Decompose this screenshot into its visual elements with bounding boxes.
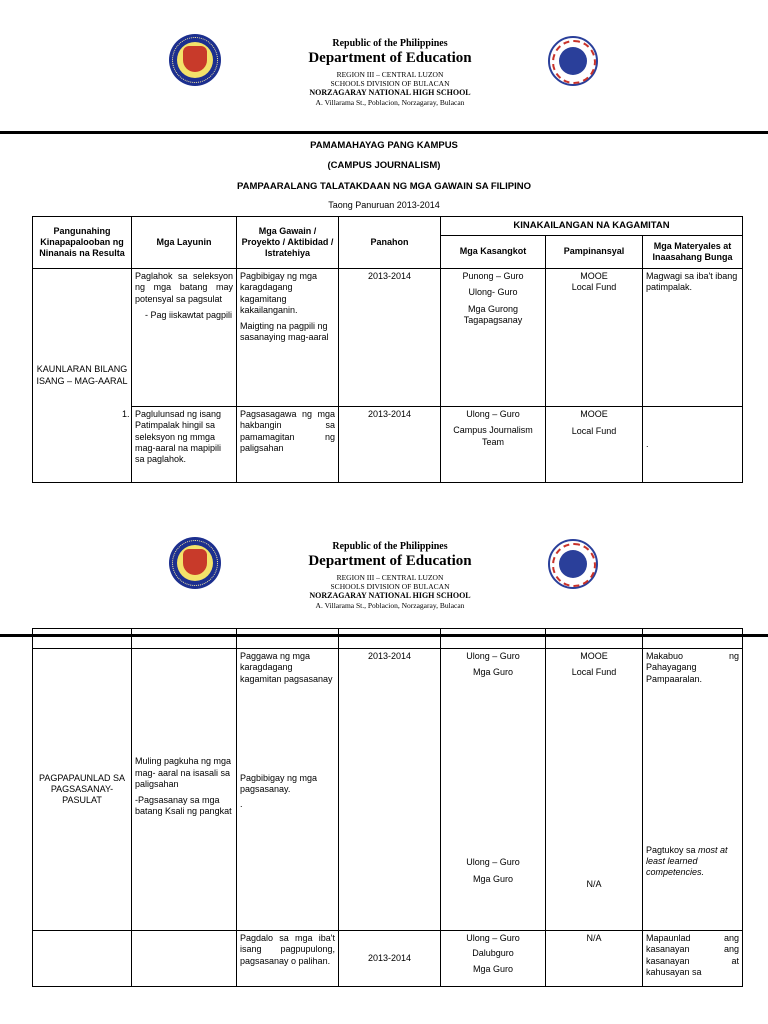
kasangkot-cell (441, 649, 546, 931)
kasangkot-text: Ulong- Guro (468, 287, 518, 298)
row-label-pagpapaunlad: PAGPAPAUNLAD SA PAGSASANAY-PASULAT (33, 649, 132, 931)
pinansyal-cell (546, 269, 643, 407)
doc-title-3: PAMPAARALANG TALATAKDAAN NG MGA GAWAIN SA FILIPINO (237, 181, 531, 192)
deped-seal-icon (548, 539, 598, 589)
pinansyal-cell: N/A (546, 931, 643, 987)
gawain-cell: Pagsasagawa ng mga hakbangin sa pamamagitan ng paligsahan (237, 407, 339, 483)
empty-cell (441, 629, 546, 649)
gawain-text: Pagbibigay ng mga karagdagang kagamitang kakailanganin. (240, 271, 318, 315)
pinansyal-cell (546, 649, 643, 931)
school-seal-icon (169, 537, 221, 589)
kasangkot-cell (441, 269, 546, 407)
gawain-text: Paggawa ng mga karagdagang kagamitan pagsasanay (240, 651, 333, 684)
gawain-text: Pagbibigay ng mga pagsasanay. (240, 772, 318, 794)
header-divider (0, 131, 768, 134)
bunga-text (646, 845, 739, 879)
gawain-text: . (240, 799, 243, 810)
header-panahon: Panahon (339, 217, 441, 269)
kasangkot-text: Ulong – Guro (466, 651, 520, 661)
kasangkot-cell (441, 407, 546, 483)
empty-cell (643, 629, 743, 649)
empty-cell (237, 629, 339, 649)
header-pampinansyal: Pampinansyal (546, 236, 643, 269)
pinansyal-text: N/A (586, 878, 602, 889)
kasangkot-text: Ulong – Guro (466, 856, 520, 867)
bunga-prefix: Pagtukoy sa (646, 844, 699, 855)
republic-text: Republic of the Philippines (332, 38, 448, 49)
gawain-cell (237, 269, 339, 407)
kasangkot-text: Mga Guro (472, 873, 514, 884)
panahon-cell: 2013-2014 (339, 269, 441, 407)
kasangkot-text: Mga Guro (472, 963, 514, 974)
layunin-cell (122, 407, 237, 483)
bunga-cell (643, 649, 743, 931)
kasangkot-text: Campus Journalism Team (453, 425, 533, 447)
school-address: A. Villarama St., Poblacion, Norzagaray, Bulacan (315, 601, 465, 610)
empty-cell (132, 629, 237, 649)
gawain-cell: Pagdalo sa mga iba't isang pagpupulong, pagsasanay o palihan. (237, 931, 339, 987)
header-kasangkot: Mga Kasangkot (441, 236, 546, 269)
kasangkot-text: Dalubguro (472, 948, 514, 959)
layunin-text: Paglahok sa seleksyon ng mga batang may potensyal sa pagsulat (135, 271, 233, 304)
empty-cell (546, 629, 643, 649)
school-address: A. Villarama St., Poblacion, Norzagaray, Bulacan (315, 98, 465, 107)
region-text: REGION III – CENTRAL LUZON (336, 573, 444, 582)
school-year: Taong Panuruan 2013-2014 (328, 200, 440, 210)
page2-letterhead (0, 531, 768, 611)
pinansyal-cell (546, 407, 643, 483)
pinansyal-text: MOOE (580, 271, 608, 281)
layunin-cell (132, 649, 237, 931)
header-kinapapalooban: Pangunahing Kinapapalooban ng Ninanais na Resulta (33, 217, 132, 269)
kasangkot-text: Mga Guro (472, 667, 514, 678)
bunga-cell: . (643, 407, 743, 483)
kasangkot-text: Punong – Guro (462, 271, 524, 281)
doc-title-2: (CAMPUS JOURNALISM) (327, 160, 441, 171)
pinansyal-text: Local Fund (571, 282, 617, 293)
gawain-text: Maigting na pagpili ng sasanaying mag-aaral (240, 321, 329, 343)
header-layunin: Mga Layunin (132, 217, 237, 269)
bunga-cell: Magwagi sa iba't ibang patimpalak. (643, 269, 743, 407)
schedule-table-page1 (32, 216, 743, 483)
bunga-italic: most at least learned competencies. (646, 844, 728, 878)
header-gawain: Mga Gawain / Proyekto / Aktibidad / Istratehiya (237, 217, 339, 269)
row-label-kaunlaran: KAUNLARAN BILANG ISANG – MAG-AARAL (33, 269, 132, 483)
republic-text: Republic of the Philippines (332, 541, 448, 552)
empty-cell (33, 931, 132, 987)
pinansyal-text: MOOE (580, 409, 608, 419)
empty-cell (33, 629, 132, 649)
layunin-text: Muling pagkuha ng mga mag- aaral na isasali sa paligsahan (135, 756, 232, 789)
region-text: REGION III – CENTRAL LUZON (336, 70, 444, 79)
list-number: 1. (122, 409, 130, 419)
school-name: NORZAGARAY NATIONAL HIGH SCHOOL (309, 591, 471, 600)
page1-letterhead (0, 28, 768, 108)
doc-title-1: PAMAMAHAYAG PANG KAMPUS (310, 140, 458, 151)
schedule-table-page2 (32, 628, 743, 987)
layunin-cell (132, 269, 237, 407)
school-seal-icon (169, 34, 221, 86)
bunga-text: Makabuo ng Pahayagang Pampaaralan. (646, 651, 739, 684)
kasangkot-cell (441, 931, 546, 987)
kasangkot-text: Mga Gurong Tagapagsanay (463, 303, 523, 325)
empty-cell (339, 629, 441, 649)
gawain-cell (237, 649, 339, 931)
bunga-cell: Mapaunlad ang kasanayan ang kasanayan at kahusayan sa (643, 931, 743, 987)
layunin-text: -Pagsasanay sa mga batang Ksali ng pangkat (135, 795, 232, 817)
division-text: SCHOOLS DIVISION OF BULACAN (330, 79, 450, 88)
pinansyal-text: MOOE (580, 651, 608, 661)
school-name: NORZAGARAY NATIONAL HIGH SCHOOL (309, 88, 471, 97)
empty-cell (132, 931, 237, 987)
layunin-text: Paglulunsad ng isang Patimpalak hingil sa seleksyon ng mmga mag-aaral na mapipili sa paglahok. (135, 409, 222, 464)
kasangkot-text: Ulong – Guro (466, 409, 520, 419)
panahon-cell: 2013-2014 (339, 649, 441, 931)
department-text: Department of Education (308, 50, 472, 66)
header-materyales: Mga Materyales at Inaasahang Bunga (643, 236, 743, 269)
deped-seal-icon (548, 36, 598, 86)
panahon-cell: 2013-2014 (339, 407, 441, 483)
layunin-sub-text: - Pag iiskawtat pagpili (145, 309, 233, 320)
panahon-cell: 2013-2014 (339, 931, 441, 987)
division-text: SCHOOLS DIVISION OF BULACAN (330, 582, 450, 591)
header-kagamitan-group: KINAKAILANGAN NA KAGAMITAN (441, 217, 743, 236)
kasangkot-text: Ulong – Guro (466, 933, 520, 943)
department-text: Department of Education (308, 553, 472, 569)
pinansyal-text: Local Fund (571, 426, 617, 437)
pinansyal-text: Local Fund (571, 667, 617, 678)
